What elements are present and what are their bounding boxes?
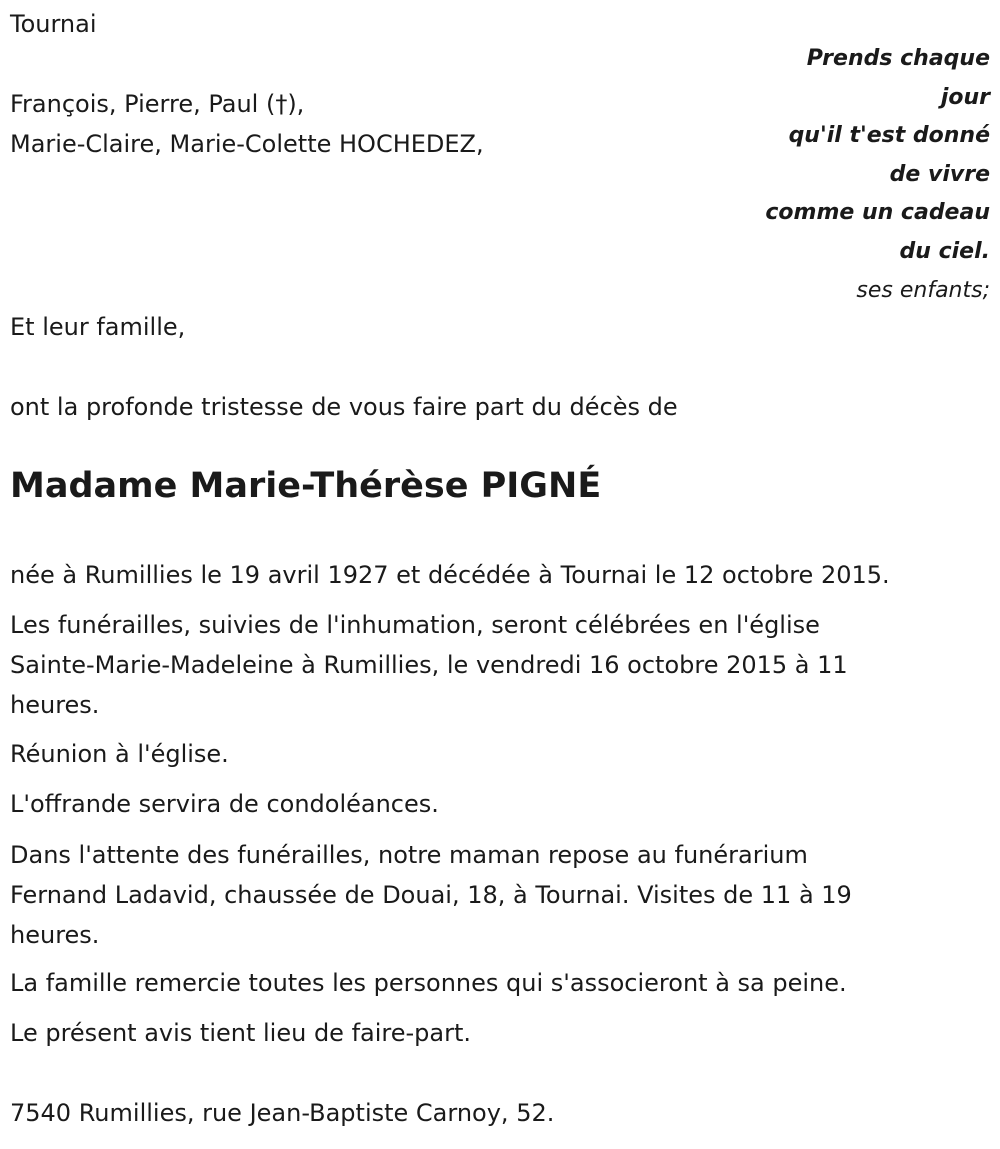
quote-line: du ciel.: [899, 238, 990, 264]
quote-line: comme un cadeau: [765, 200, 990, 226]
funeral-paragraph: [10, 605, 970, 725]
family-line-2: Marie-Claire, Marie-Colette HOCHEDEZ,: [10, 130, 484, 158]
meeting: Réunion à l'église.: [10, 740, 229, 768]
family-line-1: François, Pierre, Paul (†),: [10, 90, 305, 118]
funeral-line: heures.: [10, 691, 100, 719]
offering: L'offrande servira de condoléances.: [10, 790, 439, 818]
rest-line: Fernand Ladavid, chaussée de Douai, 18, à Tournai. Visites de 11 à 19: [10, 881, 852, 909]
rest-line: Dans l'attente des funérailles, notre maman repose au funérarium: [10, 841, 808, 869]
funeral-line: Sainte-Marie-Madeleine à Rumillies, le vendredi 16 octobre 2015 à 11: [10, 651, 848, 679]
rest-line: heures.: [10, 921, 100, 949]
city: Tournai: [10, 10, 97, 38]
birth-death: née à Rumillies le 19 avril 1927 et décédée à Tournai le 12 octobre 2015.: [10, 561, 890, 589]
family-extended: Et leur famille,: [10, 313, 186, 341]
rest-paragraph: [10, 835, 970, 955]
address: 7540 Rumillies, rue Jean-Baptiste Carnoy, 52.: [10, 1099, 555, 1127]
quote-line: de vivre: [889, 161, 990, 187]
funeral-line: Les funérailles, suivies de l'inhumation, seront célébrées en l'église: [10, 611, 820, 639]
thanks: La famille remercie toutes les personnes qui s'associeront à sa peine.: [10, 969, 847, 997]
memorial-quote: [730, 40, 990, 310]
quote-line: qu'il t'est donné: [788, 123, 990, 149]
quote-line: Prends chaque: [806, 46, 990, 71]
quote-signature: ses enfants;: [856, 277, 990, 303]
deceased-name: Madame Marie-Thérèse PIGNÉ: [10, 466, 602, 506]
notice: Le présent avis tient lieu de faire-part.: [10, 1019, 472, 1047]
quote-line: jour: [940, 84, 990, 110]
announcement: ont la profonde tristesse de vous faire part du décès de: [10, 393, 678, 421]
